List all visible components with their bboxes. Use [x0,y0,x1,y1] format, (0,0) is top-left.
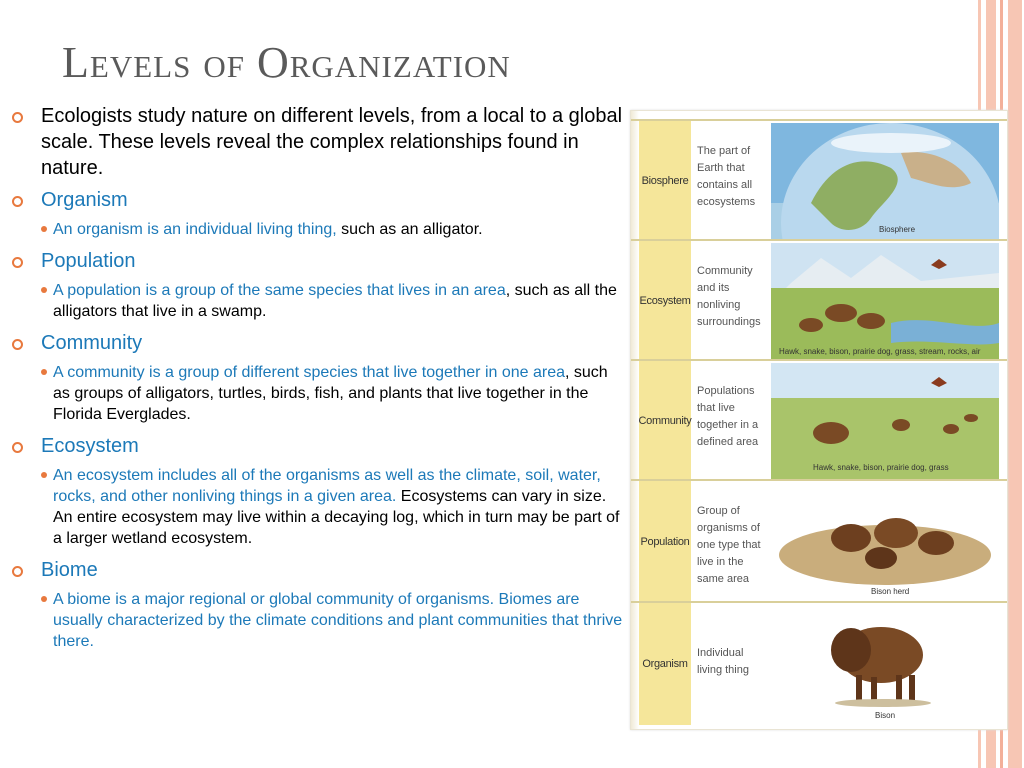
bullet-dot-icon [41,226,47,232]
definition-term: An ecosystem includes all of the organisms as well as the climate, soil, water, rocks, and other nonliving things in a given area. [53,467,601,505]
section-community [12,330,624,356]
slide-body [12,103,624,660]
bullet-ring-icon [12,339,23,350]
section-heading: Biome [41,559,98,581]
row-description: Group of organisms of one type that live in the same area [697,505,761,585]
bison-herd-icon [771,483,999,601]
definition-term: A biome is a major regional or global community of organisms. Biomes are usually characterized by the climate conditions and plant communities that thrive there. [53,591,623,650]
image-caption: Hawk, snake, bison, prairie dog, grass, stream, rocks, air [779,347,981,356]
levels-figure [630,110,1008,730]
slide-title: Levels of Organization [62,38,511,87]
bullet-dot-icon [41,596,47,602]
section-definition [12,589,624,652]
figure-row-ecosystem [631,239,1007,361]
row-label: Ecosystem [639,241,691,361]
bullet-ring-icon [12,566,23,577]
image-caption: Biosphere [879,225,916,234]
population-illustration [771,483,999,601]
ecosystem-illustration [771,243,999,359]
section-definition [12,219,624,240]
bullet-ring-icon [12,196,23,207]
section-definition [12,280,624,322]
row-label: Population [639,481,691,603]
figure-row-biosphere [631,119,1007,241]
section-biome [12,557,624,583]
intro-bullet [12,103,624,181]
globe-icon [771,123,999,239]
grassland-scene-icon [771,363,999,479]
bullet-ring-icon [12,112,23,123]
bullet-ring-icon [12,442,23,453]
bullet-dot-icon [41,369,47,375]
section-heading: Population [41,250,136,272]
section-definition [12,362,624,425]
row-description: Individual living thing [697,647,749,676]
section-heading: Organism [41,189,128,211]
image-caption: Bison herd [871,587,910,596]
section-heading: Community [41,332,143,354]
section-heading: Ecosystem [41,435,139,457]
biosphere-illustration [771,123,999,239]
row-label: Community [639,361,691,481]
organism-illustration [771,605,999,723]
definition-term: An organism is an individual living thing, [53,221,337,238]
row-label: Organism [639,603,691,725]
figure-row-population [631,479,1007,603]
bison-icon [771,605,999,723]
intro-text: Ecologists study nature on different levels, from a local to a global scale. These levels reveal the complex relationships found in nature. [41,105,623,179]
image-caption: Bison [875,711,896,720]
section-ecosystem [12,433,624,459]
definition-example: , such as groups of alligators, turtles, birds, fish, and plants that live together in the Florida Everglades. [53,364,608,423]
definition-example: such as an alligator. [336,221,483,238]
figure-row-community [631,359,1007,481]
bullet-dot-icon [41,472,47,478]
definition-example: Ecosystems can vary in size. An entire ecosystem may live within a decaying log, which in turn may be part of a larger wetland ecosystem. [53,488,620,547]
section-definition [12,465,624,549]
definition-term: A community is a group of different species that live together in one area [53,364,565,381]
row-description: Populations that live together in a defined area [697,385,759,448]
community-illustration [771,363,999,479]
definition-example: , such as all the alligators that live in a swamp. [53,282,617,320]
section-population [12,248,624,274]
prairie-scene-icon [771,243,999,359]
row-description: The part of Earth that contains all ecosystems [697,145,756,208]
section-organism [12,187,624,213]
bullet-ring-icon [12,257,23,268]
row-description: Community and its nonliving surroundings [697,265,761,328]
bullet-dot-icon [41,287,47,293]
definition-term: A population is a group of the same species that lives in an area [53,282,506,299]
image-caption: Hawk, snake, bison, prairie dog, grass [813,463,949,472]
figure-row-organism [631,601,1007,725]
row-label: Biosphere [639,121,691,241]
